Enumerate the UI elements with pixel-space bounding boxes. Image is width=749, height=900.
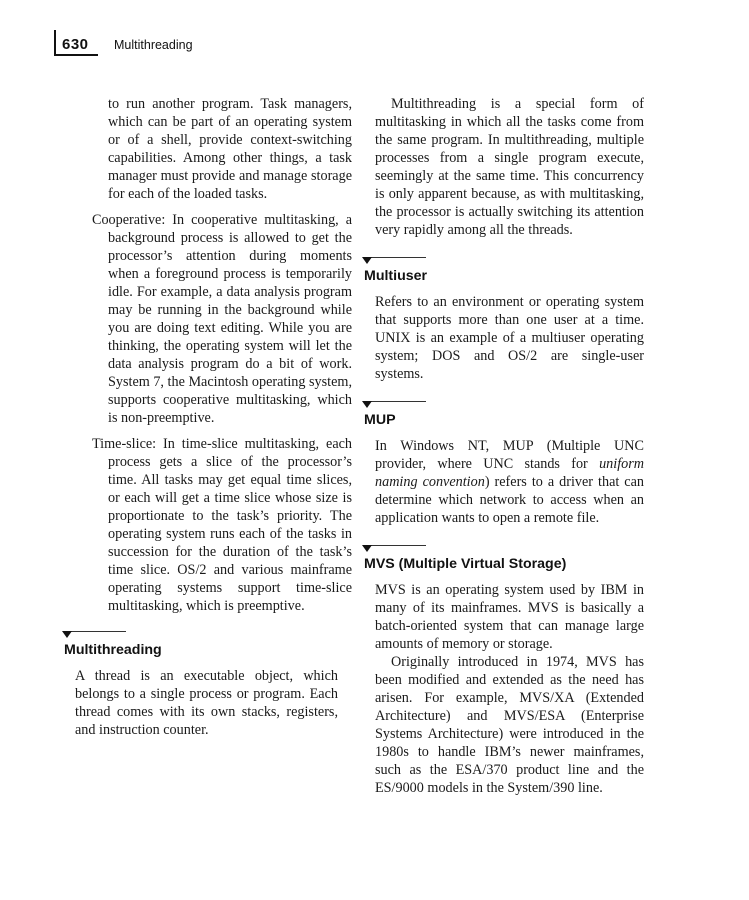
multithreading-continuation: Multithreading is a special form of multitasking in which all the tasks come from the same program. In multithreading, multiple processes from a single program execute, seemingly at the same time. This concurrency is only apparent because, as with multitasking, the processor is actually switching its attention very rapidly among all the threads.: [375, 96, 644, 238]
section-multithreading: [62, 629, 352, 739]
text-cooperative: In cooperative multitasking, a background process is allowed to get the processor’s attention during moments when a foreground process is temporarily idle. For example, a data analysis program may be running in the background while you are doing text editing. While you are thinking, the operating system will let the data analysis program do a bit of work. System 7, the Macintosh operating system, supports cooperative multitasking, which is non-preemptive.: [108, 212, 352, 426]
triangle-marker-icon: [362, 257, 372, 264]
running-head: Multithreading: [114, 38, 193, 52]
header-rule-horizontal: [54, 54, 98, 56]
term-cooperative: Cooperative:: [92, 212, 166, 228]
entry-cooperative: [62, 211, 352, 427]
entry-time-slice: [62, 435, 352, 615]
section-marker: [62, 629, 352, 639]
left-column: [62, 95, 352, 739]
section-body-mvs-2: Originally introduced in 1974, MVS has been modified and extended as the need has arisen. For example, MVS/XA (Extended Architecture) and MVS/ESA (Enterprise Systems Architecture) were introduced in the 1980s to handle IBM’s newer mainframes, such as the ESA/370 product line and the ES/9000 models in the System/390 line.: [375, 654, 644, 796]
section-body-mvs-1: MVS is an operating system used by IBM in many of its mainframes. MVS is basically a batch-oriented system that can manage large amounts of memory or storage.: [375, 582, 644, 652]
section-mup: [362, 399, 644, 527]
section-rule: [364, 401, 426, 402]
mup-text-after: ) refers to a driver that can determine which network to access when an application wants to open a remote file.: [375, 474, 644, 526]
header-rule-vertical: [54, 30, 56, 56]
section-multiuser: [362, 255, 644, 383]
section-rule: [64, 631, 126, 632]
section-title-mvs: MVS (Multiple Virtual Storage): [364, 556, 567, 572]
continuation-paragraph: to run another program. Task managers, which can be part of an operating system or of a shell, provide context-switching capabilities. Among other things, a task manager must provide and manage storage for each of the loaded tasks.: [108, 96, 352, 202]
section-title-multithreading: Multithreading: [64, 642, 162, 658]
triangle-marker-icon: [62, 631, 72, 638]
section-rule: [364, 257, 426, 258]
section-body-mup: [375, 437, 644, 527]
mup-text-before: In Windows NT, MUP (Multiple UNC provider, where UNC stands for: [375, 438, 644, 472]
triangle-marker-icon: [362, 401, 372, 408]
section-rule: [364, 545, 426, 546]
mup-text-italic: uniform naming convention: [375, 456, 644, 490]
section-marker: [362, 399, 644, 409]
triangle-marker-icon: [362, 545, 372, 552]
page-number: 630: [62, 36, 89, 53]
term-time-slice: Time-slice:: [92, 436, 157, 452]
right-column: [362, 95, 644, 797]
section-body-multiuser: Refers to an environment or operating system that supports more than one user at a time. UNIX is an example of a multiuser operating system; DOS and OS/2 are single-user systems.: [375, 294, 644, 382]
section-body-multithreading: A thread is an executable object, which belongs to a single process or program. Each thread comes with its own stacks, registers, and instruction counter.: [75, 668, 338, 738]
section-mvs: [362, 543, 644, 797]
section-title-mup: MUP: [364, 412, 396, 428]
text-time-slice: In time-slice multitasking, each process gets a slice of the processor’s time. All tasks may get equal time slices, or each will get a time slice whose size is proportionate to the task’s priority. The operating system runs each of the tasks in succession for the duration of the task’s time slice. OS/2 and various mainframe operating systems support time-slice multitasking, which is preemptive.: [108, 436, 353, 614]
section-marker: [362, 543, 644, 553]
section-title-multiuser: Multiuser: [364, 268, 428, 284]
section-marker: [362, 255, 644, 265]
